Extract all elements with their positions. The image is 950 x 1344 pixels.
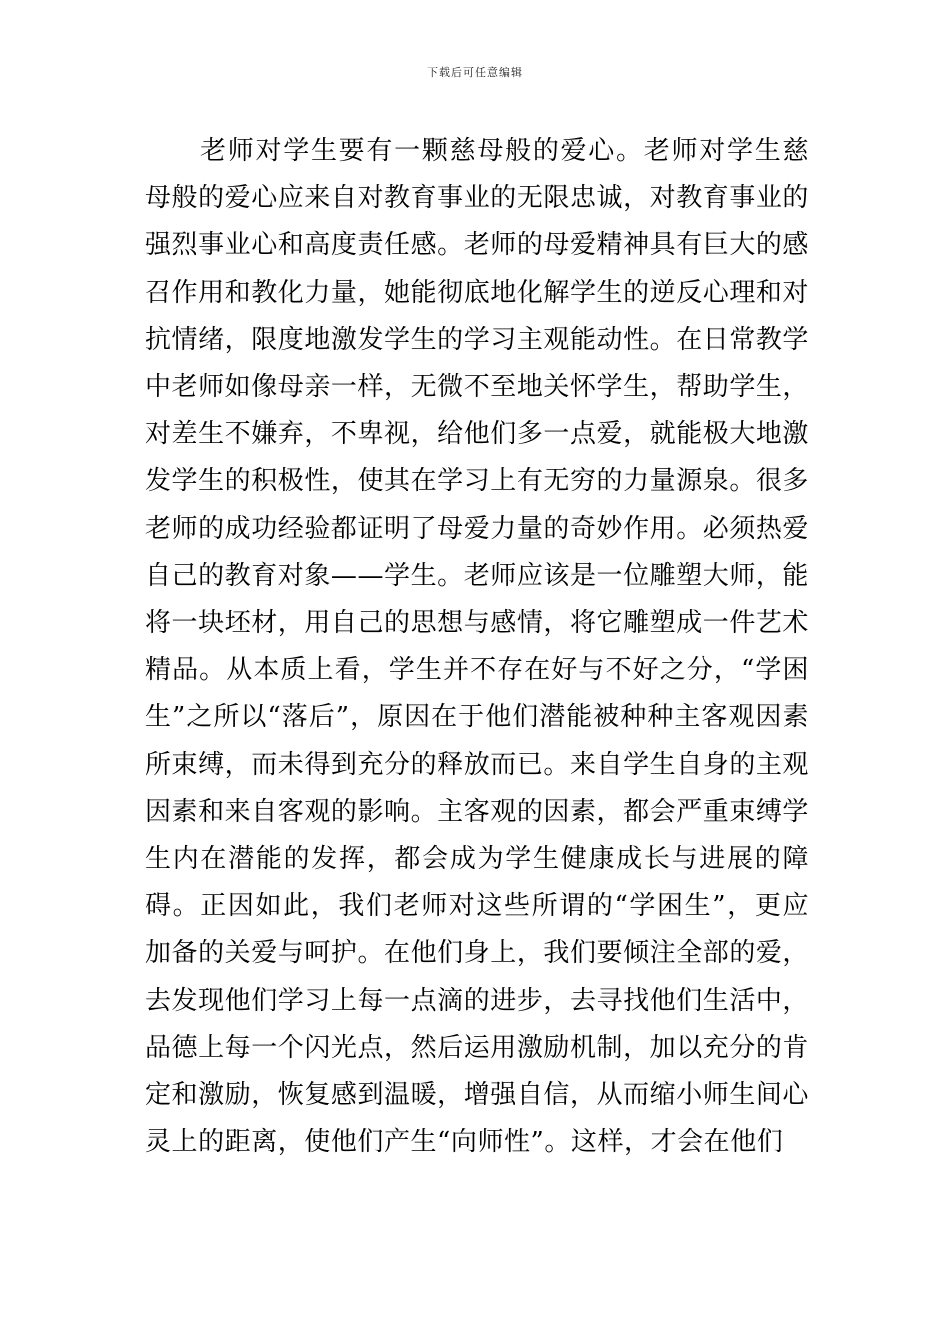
page-header: 下载后可任意编辑 <box>427 66 523 79</box>
body-paragraph: 老师对学生要有一颗慈母般的爱心。老师对学生慈母般的爱心应来自对教育事业的无限忠诚，对教育事业的强烈事业心和高度责任感。老师的母爱精神具有巨大的感召作用和教化力量，她能彻底地化解学生的逆反心理和对抗情绪，限度地激发学生的学习主观能动性。在日常教学中老师如像母亲一样，无微不至地关怀学生，帮助学生，对差生不嫌弃，不卑视，给他们多一点爱，就能极大地激发学生的积极性，使其在学习上有无穷的力量源泉。很多老师的成功经验都证明了母爱力量的奇妙作用。必须热爱自己的教育对象——学生。老师应该是一位雕塑大师，能将一块坯材，用自己的思想与感情，将它雕塑成一件艺术精品。从本质上看，学生并不存在好与不好之分，“学困生”之所以“落后”，原因在于他们潜能被种种主客观因素所束缚，而未得到充分的释放而已。来自学生自身的主观因素和来自客观的影响。主客观的因素，都会严重束缚学生内在潜能的发挥，都会成为学生健康成长与进展的障碍。正因如此，我们老师对这些所谓的“学困生”，更应加备的关爱与呵护。在他们身上，我们要倾注全部的爱，去发现他们学习上每一点滴的进步，去寻找他们生活中，品德上每一个闪光点，然后运用激励机制，加以充分的肯定和激励，恢复感到温暖，增强自信，从而缩小师生间心灵上的距离，使他们产生“向师性”。这样，才会在他们 <box>145 136 809 1158</box>
